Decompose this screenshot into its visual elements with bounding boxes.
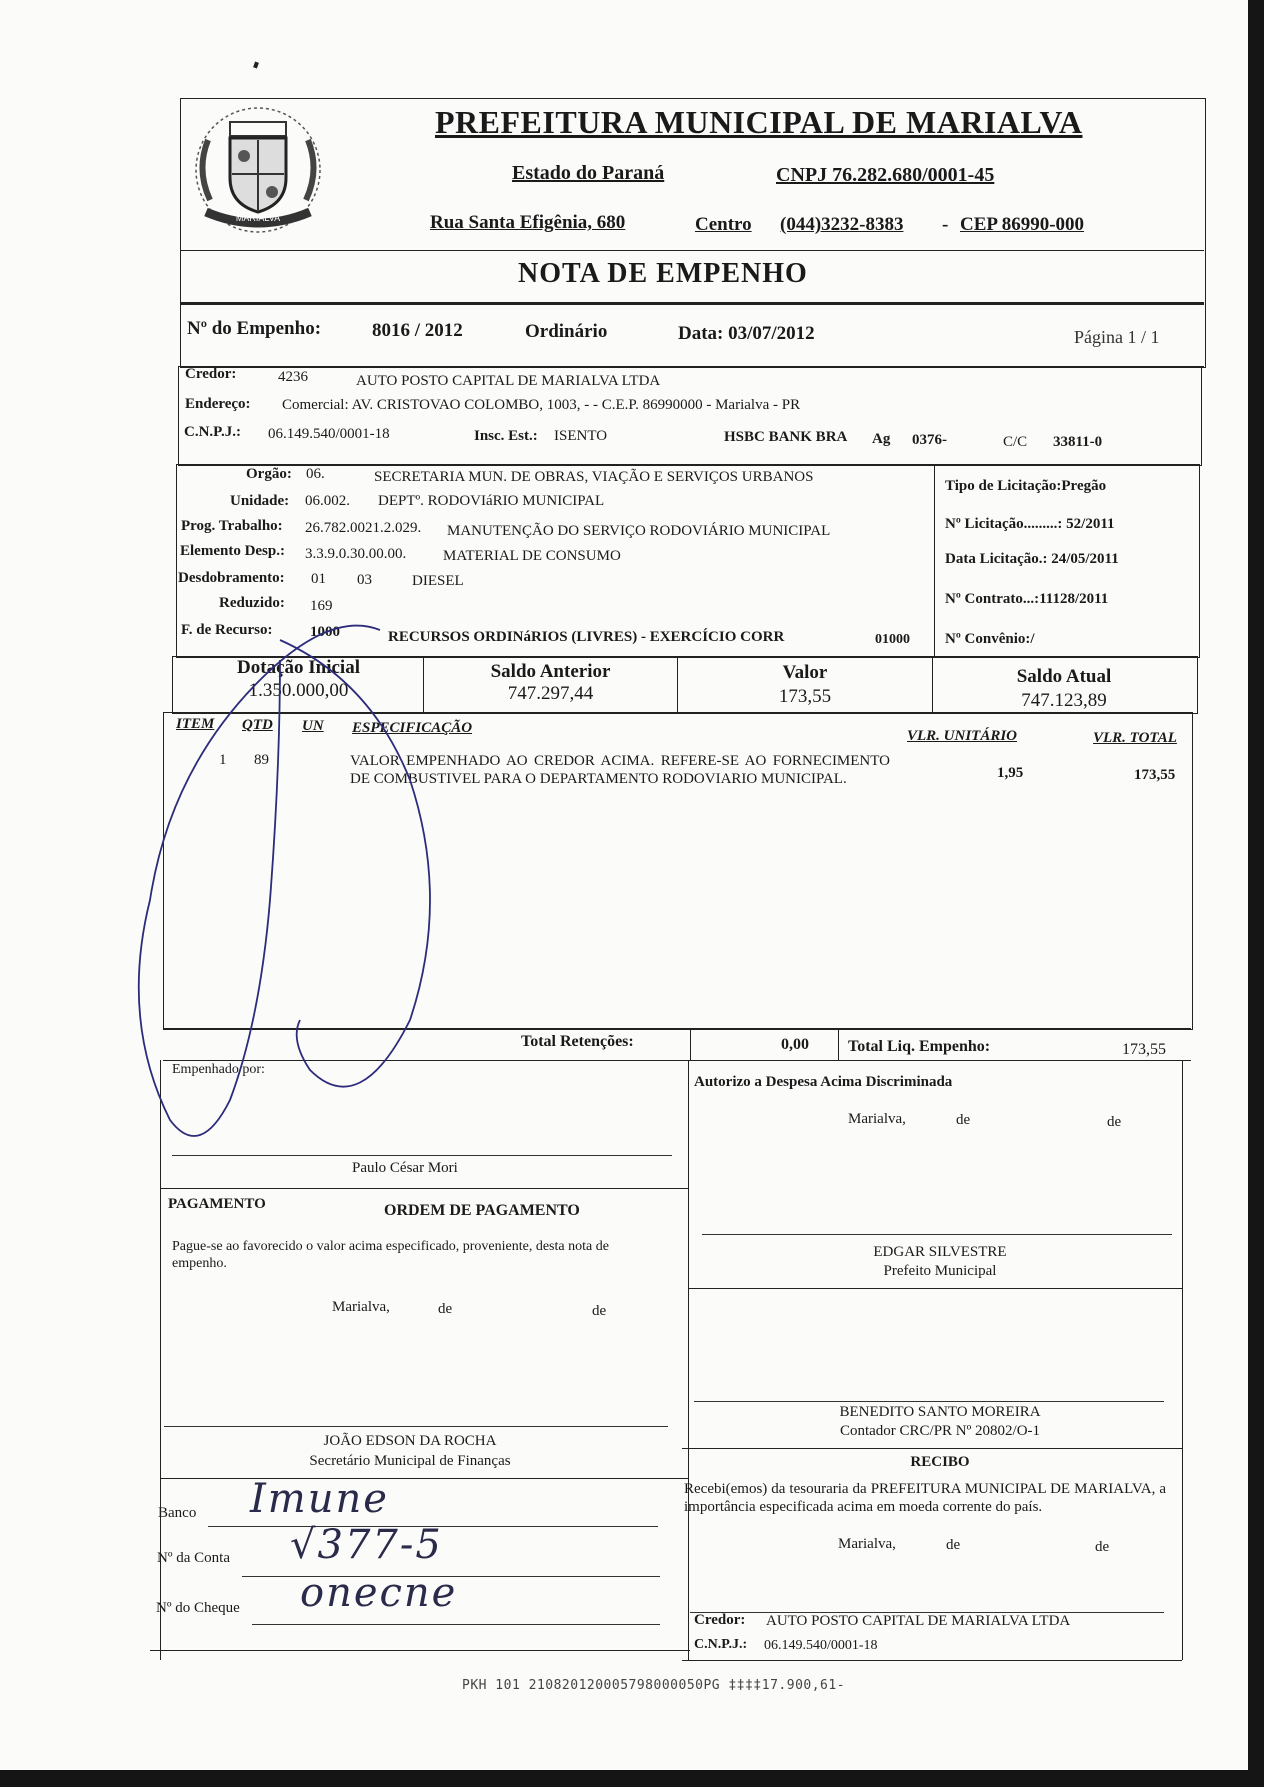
prefeito-role: Prefeito Municipal	[883, 1263, 997, 1279]
org-phone: (044)3232-8383	[780, 214, 904, 235]
prog-code: 26.782.0021.2.029.	[305, 520, 422, 536]
saldo-atual-label: Saldo Atual	[1016, 666, 1112, 687]
cheque-label: Nº do Cheque	[156, 1600, 240, 1616]
elemento-code: 3.3.9.0.30.00.00.	[305, 546, 407, 562]
elemento-name: MATERIAL DE CONSUMO	[443, 548, 621, 564]
num-convenio: Nº Convênio:/	[945, 631, 1035, 647]
autorizo-city: Marialva,	[848, 1111, 906, 1127]
retencoes-value: 0,00	[781, 1036, 809, 1053]
contador-name: BENEDITO SANTO MOREIRA	[839, 1404, 1041, 1420]
credor-code: 4236	[278, 369, 308, 385]
empenhado-label: Empenhado por:	[172, 1062, 265, 1077]
recibo-text: Recebi(emos) da tesouraria da PREFEITURA MUNICIPAL DE MARIALVA, a importância especificada acima em moeda corrente do país.	[684, 1481, 1166, 1515]
fonte-label: F. de Recurso:	[181, 622, 273, 638]
account-number: 33811-0	[1053, 434, 1103, 450]
col-vlr-unitario: VLR. UNITÁRIO	[907, 728, 1018, 744]
orgao-name: SECRETARIA MUN. DE OBRAS, VIAÇÃO E SERVIÇOS URBANOS	[374, 469, 814, 485]
recibo-cnpj-label: C.N.P.J.:	[694, 1637, 748, 1652]
secretario-role: Secretário Municipal de Finanças	[309, 1453, 511, 1469]
fonte-name: RECURSOS ORDINáRIOS (LIVRES) - EXERCÍCIO CORR	[388, 629, 785, 645]
org-cep: CEP 86990-000	[960, 214, 1085, 235]
desdobramento-b: 03	[357, 572, 372, 588]
conta-label: Nº da Conta	[157, 1550, 230, 1566]
empenho-label: Nº do Empenho:	[187, 318, 322, 339]
conta-handwritten: √377-5	[290, 1522, 443, 1568]
unidade-code: 06.002.	[305, 493, 350, 509]
fonte-number: 01000	[875, 632, 910, 647]
desdobramento-a: 01	[311, 571, 326, 587]
prog-name: MANUTENÇÃO DO SERVIÇO RODOVIÁRIO MUNICIPAL	[447, 523, 831, 539]
org-title: PREFEITURA MUNICIPAL DE MARIALVA	[435, 104, 1083, 140]
item-number: 1	[219, 752, 227, 768]
recibo-de2: de	[1095, 1539, 1110, 1555]
ordem-pagamento-label: ORDEM DE PAGAMENTO	[384, 1202, 580, 1219]
agency-label: Ag	[872, 431, 891, 447]
fonte-code: 1000	[310, 624, 340, 640]
orgao-label: Orgão:	[246, 466, 292, 482]
tipo-licitacao: Tipo de Licitação:Pregão	[945, 478, 1107, 494]
empenho-number: 8016 / 2012	[372, 320, 463, 341]
item-qtd: 89	[254, 752, 269, 768]
org-cnpj: CNPJ 76.282.680/0001-45	[776, 164, 995, 186]
pagamento-de1: de	[438, 1301, 453, 1317]
saldo-anterior-label: Saldo Anterior	[490, 661, 611, 682]
unidade-name: DEPTº. RODOVIáRIO MUNICIPAL	[378, 493, 605, 509]
pen-scribble-icon	[110, 600, 473, 1140]
col-qtd: QTD	[242, 717, 273, 733]
empenho-type: Ordinário	[525, 321, 608, 342]
micr-line: PKH 101 210820120005798000050PG ‡‡‡‡17.900,61-	[462, 1678, 846, 1693]
secretario-name: JOÃO EDSON DA ROCHA	[323, 1433, 497, 1449]
municipal-seal-icon	[186, 100, 330, 242]
credor-address: Comercial: AV. CRISTOVAO COLOMBO, 1003, - - C.E.P. 86990000 - Marialva - PR	[282, 397, 801, 413]
reduzido-label: Reduzido:	[219, 595, 285, 611]
recibo-de1: de	[946, 1537, 961, 1553]
col-especificacao: ESPECIFICAÇÃO	[352, 720, 473, 736]
dotacao-value: 1.350.000,00	[248, 680, 349, 701]
credor-label: Credor:	[185, 366, 237, 382]
data-licitacao: Data Licitação.: 24/05/2011	[945, 551, 1119, 567]
valor-value: 173,55	[778, 686, 832, 707]
org-street: Rua Santa Efigênia, 680	[430, 212, 626, 233]
pagamento-city: Marialva,	[332, 1299, 390, 1315]
prog-label: Prog. Trabalho:	[181, 518, 283, 534]
bank-name: HSBC BANK BRA	[724, 429, 848, 445]
col-vlr-total: VLR. TOTAL	[1093, 730, 1177, 746]
item-unit-price: 1,95	[997, 765, 1024, 781]
agency-number: 0376-	[912, 432, 947, 448]
valor-label: Valor	[782, 662, 828, 683]
recibo-city: Marialva,	[838, 1536, 896, 1552]
saldo-atual-value: 747.123,89	[1021, 690, 1107, 711]
reduzido-value: 169	[310, 598, 333, 614]
credor-name: AUTO POSTO CAPITAL DE MARIALVA LTDA	[356, 373, 661, 389]
state-name: Estado do Paraná	[512, 162, 665, 184]
item-specification: VALOR EMPENHADO AO CREDOR ACIMA. REFERE-SE AO FORNECIMENTO DE COMBUSTIVEL PARA O DEPARTAMENTO RODOVIARIO MUNICIPAL.	[350, 753, 890, 787]
recibo-title: RECIBO	[910, 1454, 970, 1470]
recibo-credor-name: AUTO POSTO CAPITAL DE MARIALVA LTDA	[766, 1613, 1071, 1629]
desdobramento-name: DIESEL	[412, 573, 464, 589]
col-un: UN	[302, 718, 324, 734]
dotacao-label: Dotação Inicial	[237, 657, 360, 678]
num-contrato: Nº Contrato...:11128/2011	[945, 591, 1109, 607]
empenho-date: Data: 03/07/2012	[678, 323, 815, 344]
num-licitacao: Nº Licitação.........: 52/2011	[945, 516, 1115, 532]
svg-text:MARIALVA: MARIALVA	[235, 213, 281, 223]
retencoes-label: Total Retenções:	[521, 1033, 634, 1050]
autorizo-label: Autorizo a Despesa Acima Discriminada	[694, 1074, 953, 1090]
autorizo-de2: de	[1107, 1114, 1122, 1130]
saldo-anterior-value: 747.297,44	[507, 683, 594, 704]
insc-label: Insc. Est.:	[474, 428, 538, 444]
recibo-credor-label: Credor:	[694, 1612, 746, 1628]
contador-role: Contador CRC/PR Nº 20802/O-1	[839, 1423, 1041, 1439]
orgao-code: 06.	[306, 466, 325, 482]
pagamento-label: PAGAMENTO	[168, 1196, 266, 1212]
prefeito-name: EDGAR SILVESTRE	[873, 1244, 1007, 1260]
endereco-label: Endereço:	[185, 396, 251, 412]
total-liquido-value: 173,55	[1122, 1041, 1166, 1058]
credor-cnpj: 06.149.540/0001-18	[268, 426, 390, 442]
insc-value: ISENTO	[554, 428, 608, 444]
document-title: NOTA DE EMPENHO	[518, 258, 808, 289]
cnpj-label: C.N.P.J.:	[184, 424, 241, 440]
pagamento-de2: de	[592, 1303, 607, 1319]
recibo-cnpj-value: 06.149.540/0001-18	[764, 1638, 878, 1653]
pagamento-text: Pague-se ao favorecido o valor acima especificado, proveniente, desta nota de empenho.	[172, 1239, 609, 1271]
account-label: C/C	[1003, 434, 1028, 450]
col-item: ITEM	[176, 716, 215, 732]
ink-speck	[253, 61, 259, 68]
empenhado-name: Paulo César Mori	[352, 1160, 458, 1176]
unidade-label: Unidade:	[230, 493, 290, 509]
banco-label: Banco	[158, 1505, 197, 1521]
autorizo-de1: de	[956, 1112, 971, 1128]
separator: -	[942, 214, 949, 235]
item-total: 173,55	[1134, 767, 1176, 783]
desdobramento-label: Desdobramento:	[178, 570, 285, 586]
org-district: Centro	[695, 214, 752, 235]
elemento-label: Elemento Desp.:	[180, 543, 285, 559]
page-number: Página 1 / 1	[1074, 327, 1160, 347]
credor-frame	[178, 366, 1202, 466]
total-liquido-label: Total Liq. Empenho:	[848, 1038, 991, 1055]
cheque-handwritten: onecne	[300, 1570, 458, 1616]
banco-handwritten: Imune	[250, 1476, 389, 1522]
